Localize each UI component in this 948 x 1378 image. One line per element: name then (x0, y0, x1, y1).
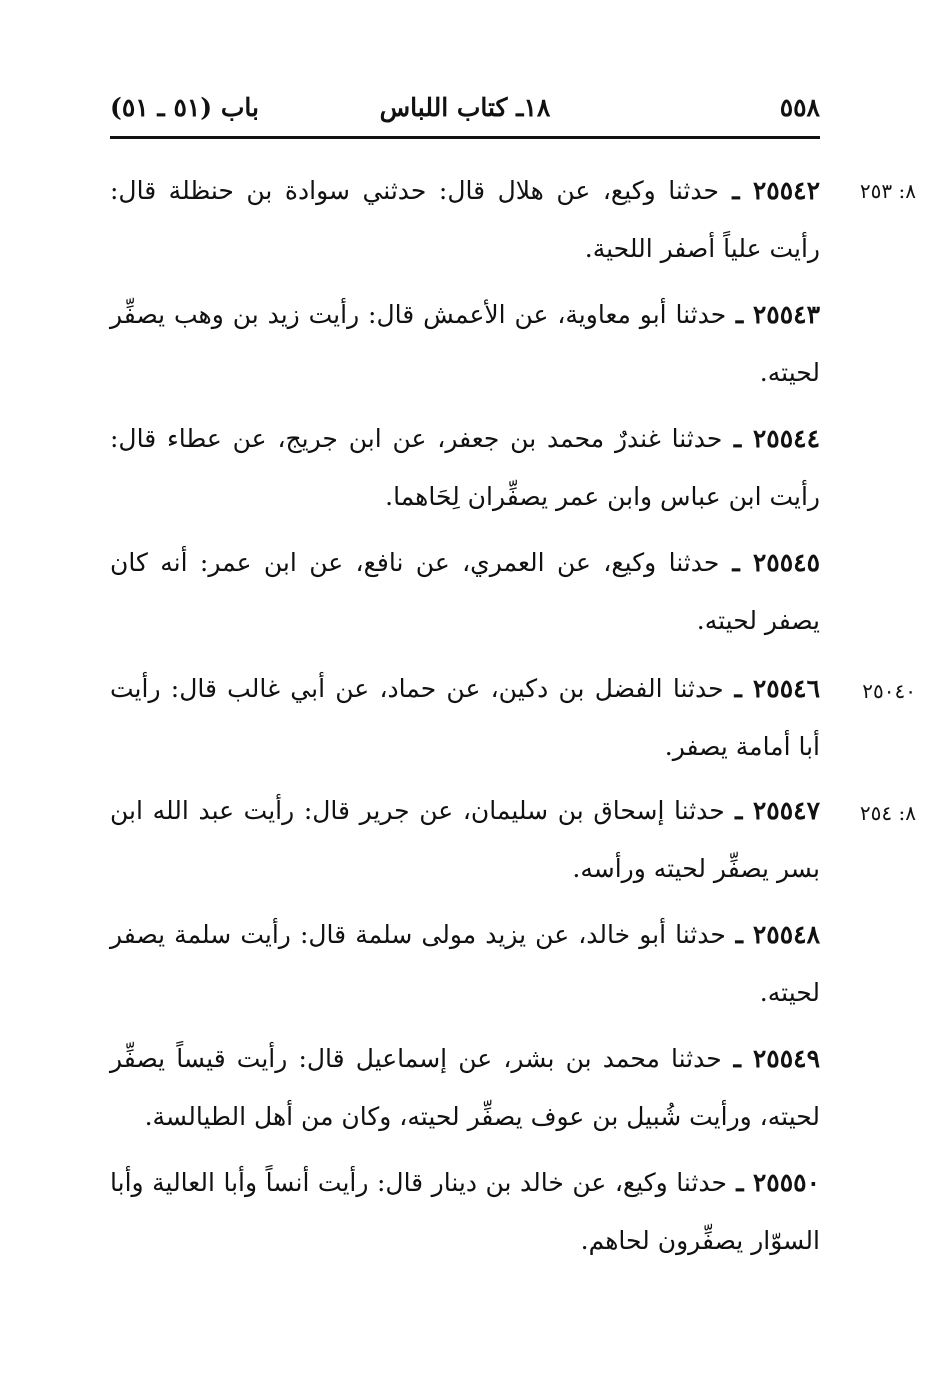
hadith-entry (110, 1030, 820, 1146)
margin-reference: ٨: ٢٥٤ (859, 801, 916, 825)
margin-reference: ٨: ٢٥٣ (859, 179, 916, 203)
hadith-entry (110, 410, 820, 526)
hadith-number: ٢٥٥٤٥ ـ (719, 548, 820, 577)
hadith-text: حدثنا أبو معاوية، عن الأعمش قال: رأيت زيد بن وهب يصفِّر لحيته. (110, 300, 820, 387)
hadith-entry (110, 1154, 820, 1270)
hadith-number: ٢٥٥٤٩ ـ (722, 1044, 820, 1073)
hadith-number: ٢٥٥٤٤ ـ (722, 424, 820, 453)
hadith-entry (110, 906, 820, 1022)
hadith-text: حدثنا وكيع، عن هلال قال: حدثني سوادة بن حنظلة قال: رأيت علياً أصفر اللحية. (110, 176, 820, 263)
hadith-text: حدثنا وكيع، عن العمري، عن نافع، عن ابن عمر: أنه كان يصفر لحيته. (110, 548, 820, 635)
page-number: ٥٥٨ (779, 93, 820, 122)
margin-reference: ٢٥٠٤٠ (862, 679, 916, 703)
hadith-number: ٢٥٥٤٦ ـ (724, 674, 820, 703)
hadith-text: حدثنا أبو خالد، عن يزيد مولى سلمة قال: رأيت سلمة يصفر لحيته. (110, 920, 820, 1007)
hadith-entry (110, 162, 820, 278)
hadith-number: ٢٥٥٤٨ ـ (726, 920, 820, 949)
hadith-text: حدثنا الفضل بن دكين، عن حماد، عن أبي غالب قال: رأيت أبا أمامة يصفر. (110, 674, 820, 761)
hadith-text: حدثنا وكيع، عن خالد بن دينار قال: رأيت أنساً وأبا العالية وأبا السوّار يصفِّرون لحاهم. (110, 1168, 820, 1255)
hadith-entry (110, 534, 820, 650)
hadith-entry (110, 782, 820, 898)
hadith-entry (110, 286, 820, 402)
header-divider (110, 136, 820, 139)
hadith-number: ٢٥٥٤٧ ـ (725, 796, 820, 825)
hadith-number: ٢٥٥٥٠ ـ (727, 1168, 820, 1197)
hadith-entry (110, 660, 820, 776)
hadith-number: ٢٥٥٤٢ ـ (719, 176, 820, 205)
hadith-text: حدثنا محمد بن بشر، عن إسماعيل قال: رأيت قيساً يصفِّر لحيته، ورأيت شُبيل بن عوف يصفِّر لحيته، وكان من أهل الطيالسة. (110, 1044, 820, 1131)
hadith-number: ٢٥٥٤٣ ـ (726, 300, 820, 329)
chapter-reference: باب (٥١ ـ ٥١) (110, 93, 259, 122)
book-title: ١٨ـ كتاب اللباس (379, 93, 551, 122)
hadith-text: حدثنا غندرٌ محمد بن جعفر، عن ابن جريج، عن عطاء قال: رأيت ابن عباس وابن عمر يصفِّران لِحَاهما. (110, 424, 820, 511)
hadith-text: حدثنا إسحاق بن سليمان، عن جرير قال: رأيت عبد الله ابن بسر يصفِّر لحيته ورأسه. (110, 796, 820, 883)
page-header (110, 88, 820, 128)
